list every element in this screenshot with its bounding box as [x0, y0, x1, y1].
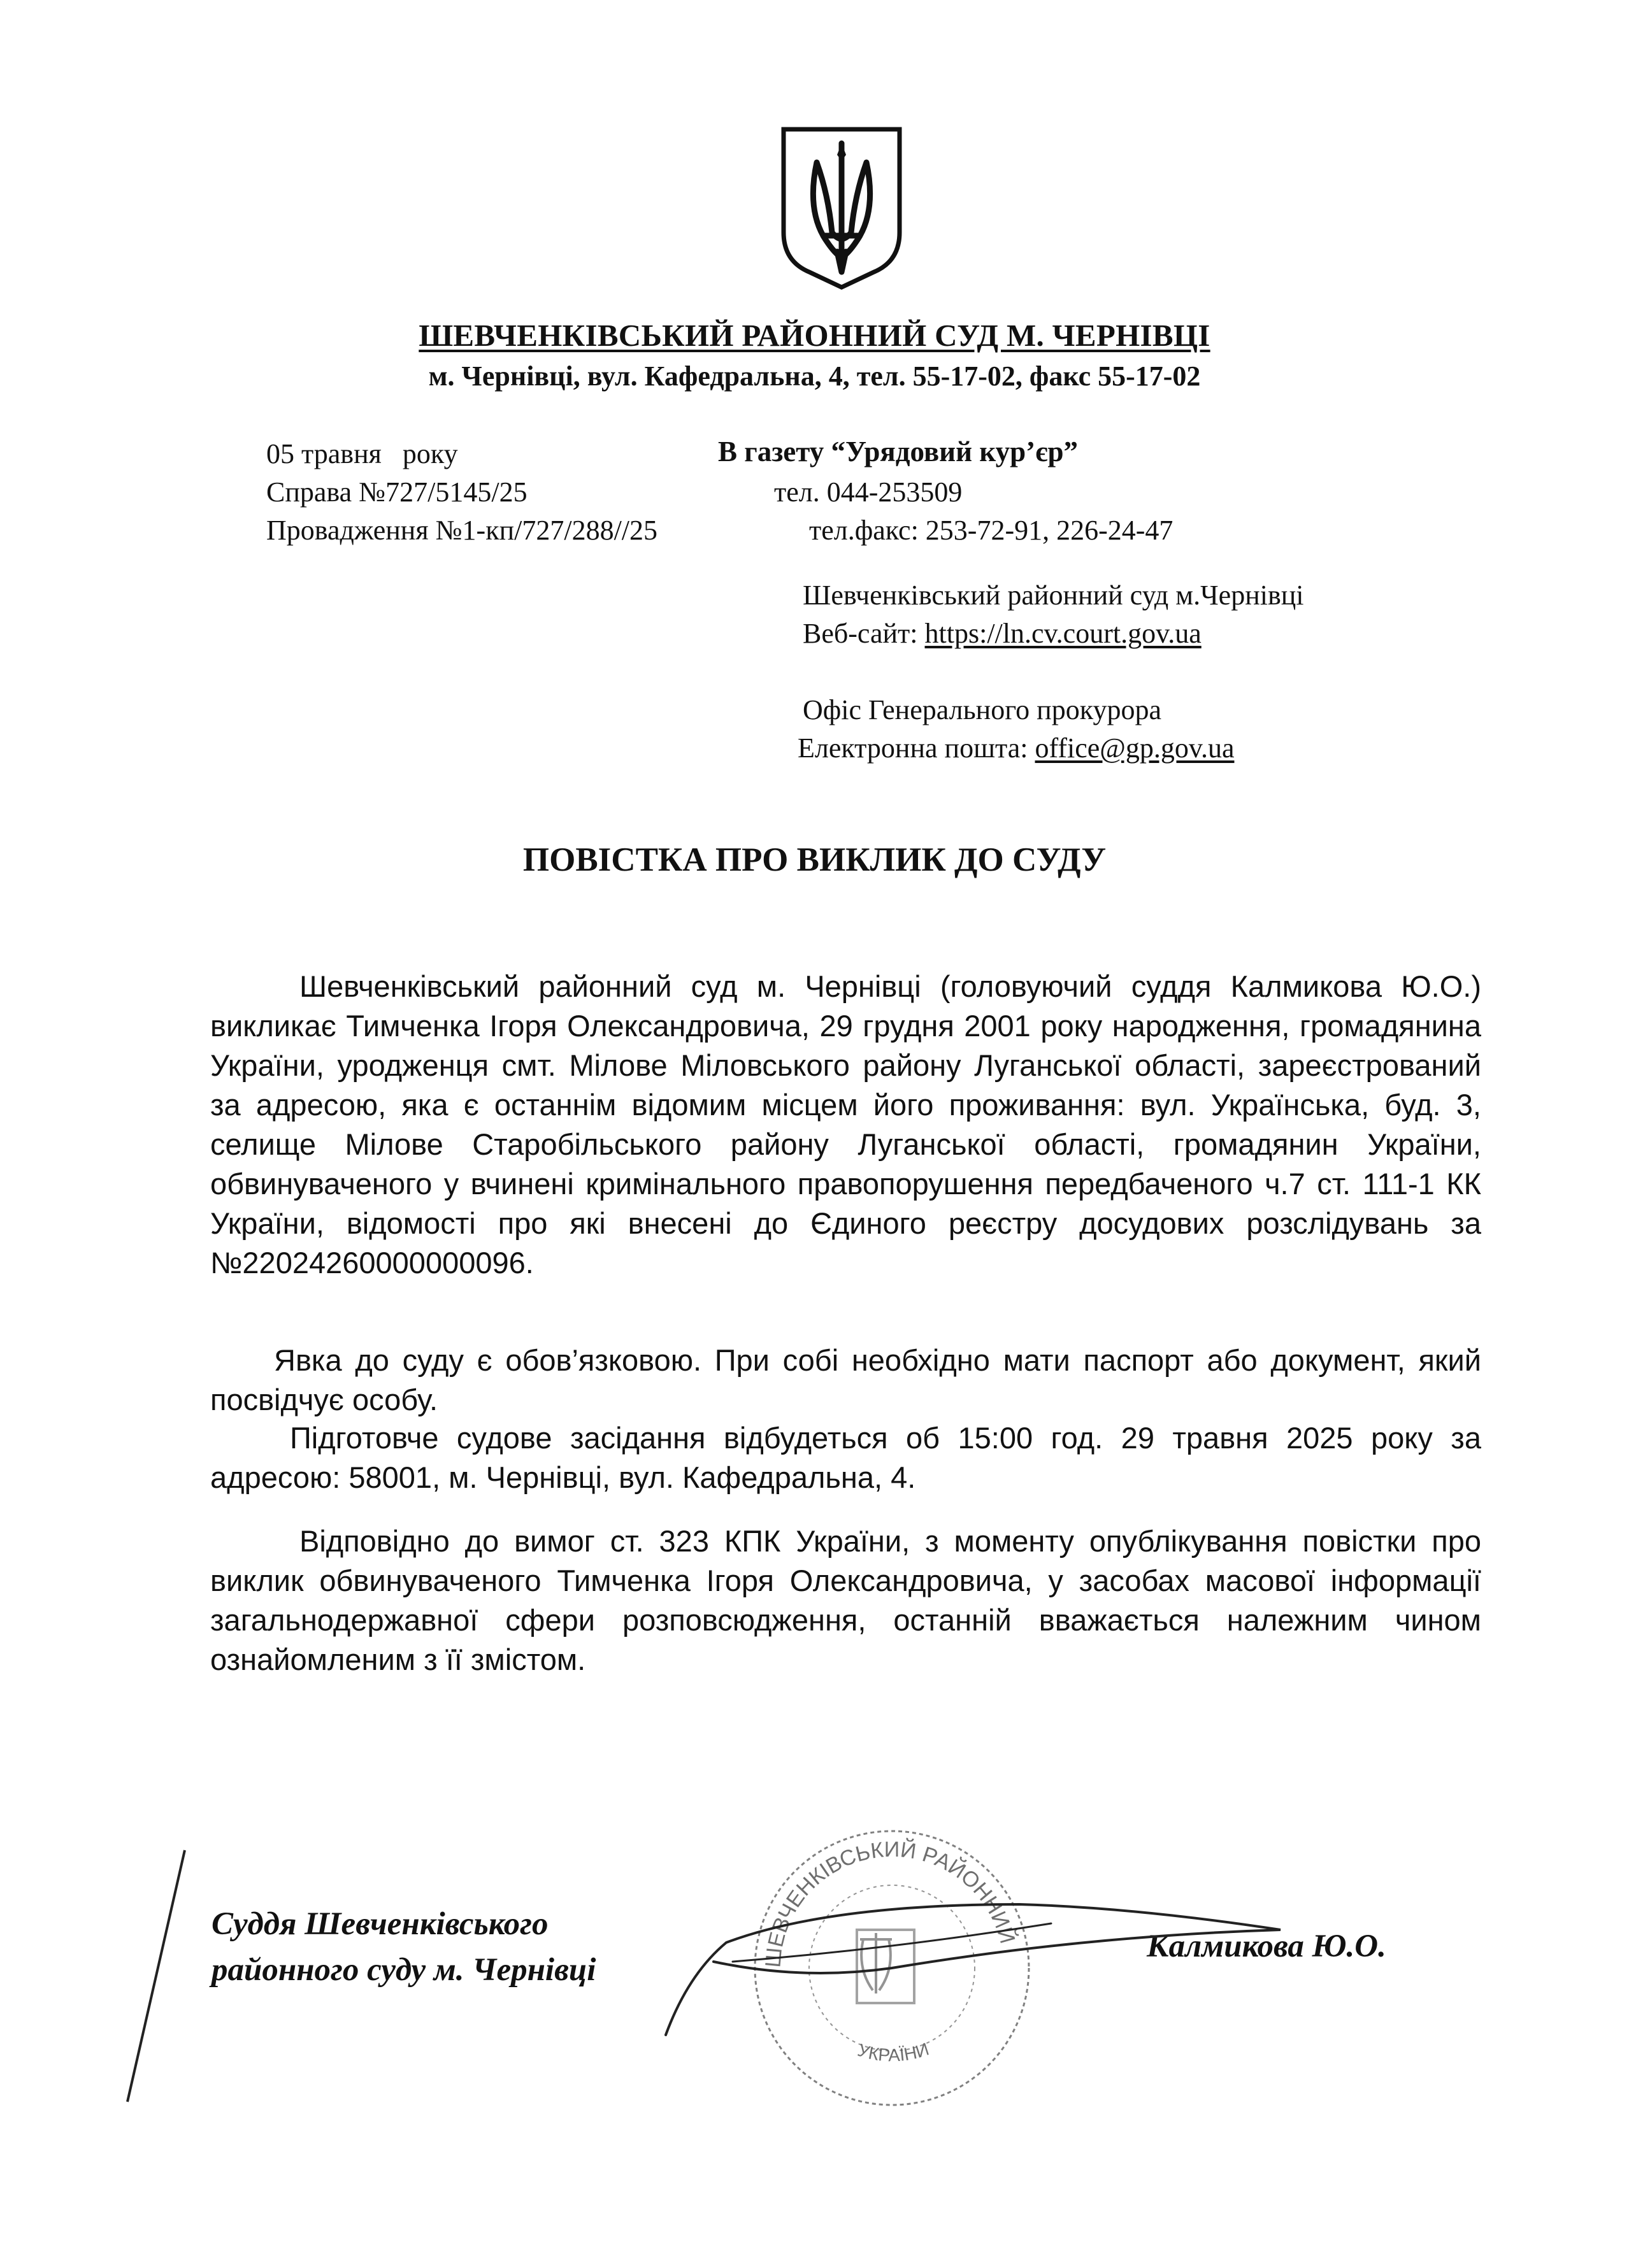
addressee-title: В газету “Урядовий кур’єр” — [718, 436, 1079, 467]
proceeding-number: Провадження №1-кп/727/288//25 — [266, 515, 658, 546]
prosecutor-office-name: Офіс Генерального прокурора — [803, 694, 1161, 725]
stamp-bottom-text: УКРАЇНИ — [855, 2039, 931, 2065]
email-label: Електронна пошта: — [798, 732, 1035, 764]
document-title: ПОВІСТКА ПРО ВИКЛИК ДО СУДУ — [522, 841, 1107, 878]
paragraph-4-text: Відповідно до вимог ст. 323 КПК України, з моменту опублікування повістки про виклик обвинуваченого Тимченка Ігоря Олександровича, у засобах масової інформації загальнодержавної сфери розповсюдження, останній вважається належним чином ознайомленим з її змістом. — [210, 1524, 1481, 1676]
paragraph-3 — [210, 1418, 1481, 1497]
svg-text:УКРАЇНИ — [856, 2039, 931, 2065]
paragraph-2 — [210, 1341, 1481, 1420]
court-name: ШЕВЧЕНКІВСЬКИЙ РАЙОННИЙ СУД М. ЧЕРНІВЦІ — [419, 318, 1210, 353]
coat-of-arms-icon — [779, 124, 905, 291]
addressee-fax: тел.факс: 253-72-91, 226-24-47 — [809, 515, 1173, 546]
email-link[interactable]: office@gp.gov.ua — [1035, 732, 1235, 764]
court-stamp — [726, 1809, 1058, 2115]
paragraph-1-text: Шевченківський районний суд м. Чернівці (головуючий суддя Калмикова Ю.О.) викликає Тимченка Ігоря Олександровича, 29 грудня 2001 року народження, громадянина України, уродженця смт. Мілове Міловського району Луганської області, зареєстрований за адресою, яка є останнім відомим місцем його проживання: вул. Українська, буд. 3, селище Мілове Старобільського району Луганської області, громадянин України, обвинуваченого у вчинені кримінального правопорушення передбаченого ч.7 ст. 111-1 КК України, відомості про які внесені до Єдиного реєстру досудових розслідувань за №22024260000000096. — [210, 969, 1481, 1280]
judge-name: Калмикова Ю.О. — [1147, 1929, 1386, 1964]
date: 05 травня року — [266, 438, 458, 469]
court2-name: Шевченківський районний суд м.Чернівці — [803, 580, 1304, 611]
paragraph-2-text: Явка до суду є обов’язковою. При собі необхідно мати паспорт або документ, який посвідчує особу. — [210, 1343, 1481, 1416]
judge-title-line-1: Суддя Шевченківського — [212, 1906, 549, 1942]
paragraph-4 — [210, 1522, 1481, 1680]
website-label: Веб-сайт: — [803, 618, 925, 649]
website-link[interactable]: https://ln.cv.court.gov.ua — [924, 618, 1202, 649]
paragraph-1 — [210, 967, 1481, 1283]
paragraph-3-text: Підготовче судове засідання відбудеться об 15:00 год. 29 травня 2025 року за адресою: 58001, м. Чернівці, вул. Кафедральна, 4. — [210, 1421, 1481, 1494]
addressee-tel: тел. 044-253509 — [774, 476, 963, 508]
judge-title — [212, 1901, 596, 1993]
prosecutor-email — [798, 729, 1234, 767]
court-address: м. Чернівці, вул. Кафедральна, 4, тел. 55-17-02, факс 55-17-02 — [428, 360, 1201, 392]
case-number: Справа №727/5145/25 — [266, 476, 527, 508]
case-meta — [266, 435, 657, 550]
judge-title-line-2: районного суду м. Чернівці — [212, 1952, 596, 1988]
court2-website — [803, 615, 1202, 653]
stamp-top-text: ШЕВЧЕНКІВСЬКИЙ РАЙОННИЙ — [761, 1837, 1020, 1969]
